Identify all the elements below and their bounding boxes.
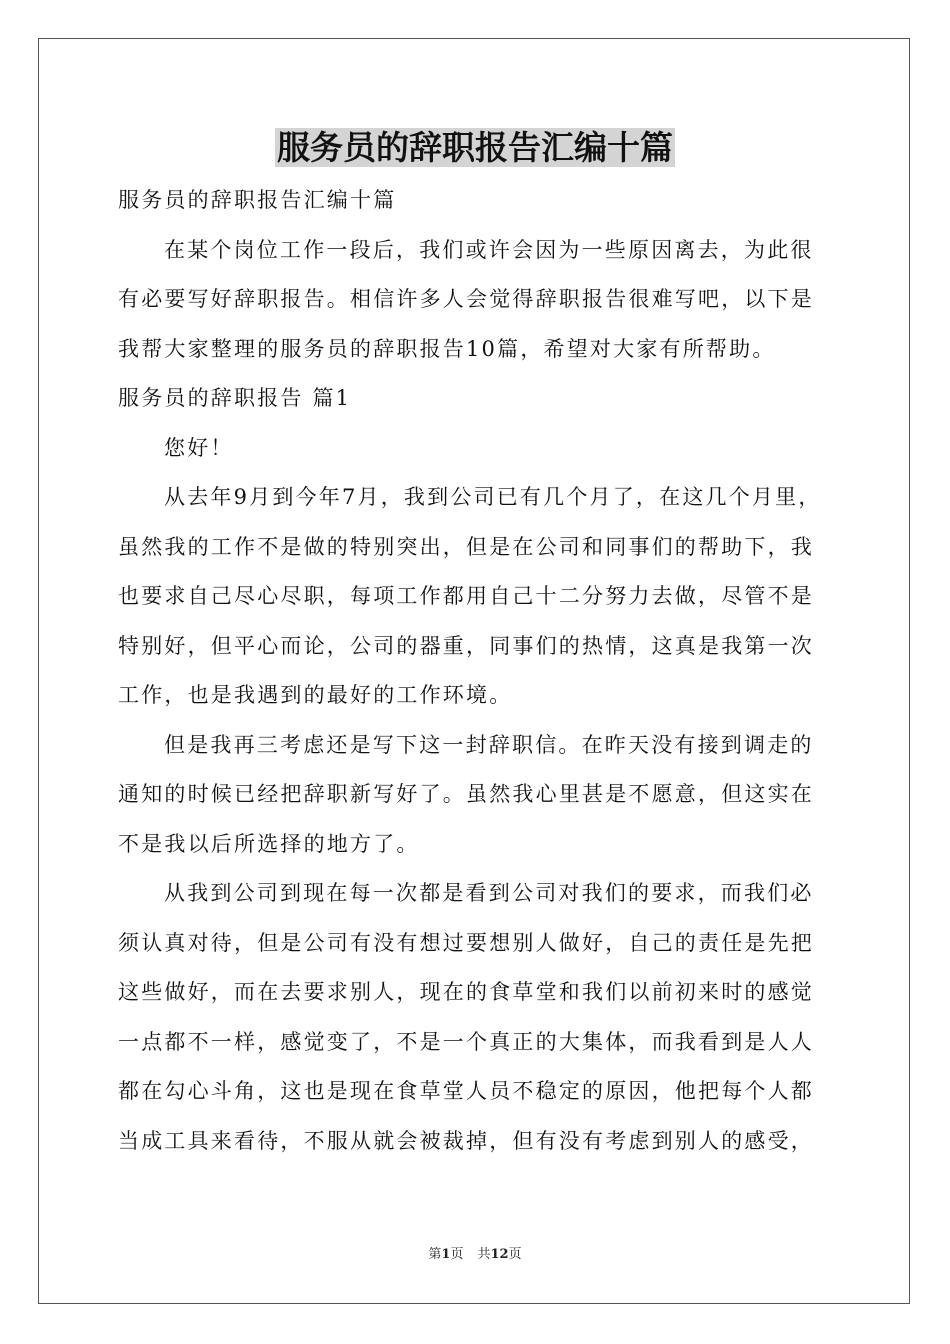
greeting-line: 您好！ xyxy=(164,435,234,460)
total-unit: 页 xyxy=(508,1247,522,1262)
page-current: 1 xyxy=(441,1247,451,1262)
page-total: 12 xyxy=(490,1247,509,1262)
body-line: 当成工具来看待，不服从就会被裁掉，但有没有考虑到别人的感受， xyxy=(118,1128,814,1153)
page-unit: 页 xyxy=(450,1247,464,1262)
body-line: 这些做好，而在去要求别人，现在的食草堂和我们以前初来时的感觉 xyxy=(118,980,814,1004)
page-footer xyxy=(0,1245,950,1265)
section-heading: 服务员的辞职报告 篇1 xyxy=(118,386,352,410)
body-line: 但是我再三考虑还是写下这一封辞职信。在昨天没有接到调走的 xyxy=(164,732,814,757)
body-line: 虽然我的工作不是做的特别突出，但是在公司和同事们的帮助下，我 xyxy=(118,534,814,559)
body-line: 通知的时候已经把辞职新写好了。虽然我心里甚是不愿意，但这实在 xyxy=(118,782,814,806)
body-line: 工作，也是我遇到的最好的工作环境。 xyxy=(118,683,513,707)
document-title-text: 服务员的辞职报告汇编十篇 xyxy=(277,128,673,167)
body-line-subtitle: 服务员的辞职报告汇编十篇 xyxy=(118,188,397,212)
body-line: 有必要写好辞职报告。相信许多人会觉得辞职报告很难写吧，以下是 xyxy=(118,287,814,311)
body-line: 不是我以后所选择的地方了。 xyxy=(118,831,420,856)
body-line: 一点都不一样，感觉变了，不是一个真正的大集体，而我看到是人人 xyxy=(118,1029,814,1054)
document-body xyxy=(118,176,833,1166)
body-line: 在某个岗位工作一段后，我们或许会因为一些原因离去，为此很 xyxy=(164,237,814,262)
document-title xyxy=(0,126,950,170)
page-prefix: 第 xyxy=(428,1247,442,1262)
body-line: 也要求自己尽心尽职，每项工作都用自己十二分努力去做，尽管不是 xyxy=(118,584,814,608)
body-line: 都在勾心斗角，这也是现在食草堂人员不稳定的原因，他把每个人都 xyxy=(118,1079,814,1103)
body-line: 从去年9月到今年7月，我到公司已有几个月了，在这几个月里， xyxy=(164,485,822,509)
body-line: 我帮大家整理的服务员的辞职报告10篇，希望对大家有所帮助。 xyxy=(118,336,776,361)
body-line: 特别好，但平心而论，公司的器重，同事们的热情，这真是我第一次 xyxy=(118,633,814,658)
total-prefix: 共 xyxy=(477,1247,491,1262)
body-line: 须认真对待，但是公司有没有想过要想别人做好，自己的责任是先把 xyxy=(118,930,814,955)
body-line: 从我到公司到现在每一次都是看到公司对我们的要求，而我们必 xyxy=(164,881,814,905)
